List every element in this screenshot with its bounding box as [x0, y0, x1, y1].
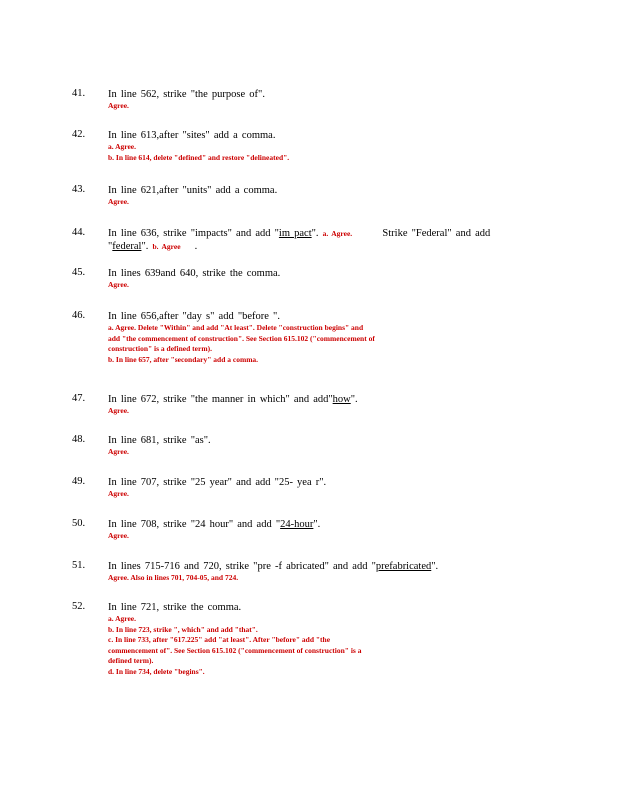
- item-text: In line 613,after "sites" add a comma.: [108, 130, 276, 141]
- item-note: commencement of". See Section 615.102 ("commencement of construction" is a: [108, 645, 362, 655]
- item-note: b. In line 723, strike ", which" and add "that".: [108, 624, 258, 634]
- item-note: Agree.: [108, 280, 129, 289]
- text-segment: In line 636, strike "impacts" and add ": [108, 228, 279, 239]
- item-note: Agree. Also in lines 701, 704-05, and 724.: [108, 573, 239, 582]
- item-text: In line 656,after "day s" add "before ".: [108, 311, 280, 322]
- item-text: In lines 639and 640, strike the comma.: [108, 268, 281, 279]
- item-note: b. In line 657, after "secondary" add a comma.: [108, 354, 259, 364]
- text-segment: ".: [311, 228, 319, 239]
- item-text-line-2: [108, 240, 548, 253]
- text-segment: ".: [141, 241, 149, 252]
- item-number: 47.: [72, 393, 86, 404]
- item-text: In line 562, strike "the purpose of".: [108, 89, 265, 100]
- item-note: Agree.: [108, 447, 129, 456]
- item-number: 50.: [72, 518, 86, 529]
- item-note: d. In line 734, delete "begins".: [108, 666, 205, 676]
- item-number: 43.: [72, 184, 86, 195]
- item-text-line-1: [108, 227, 548, 240]
- item-text: In line 707, strike "25 year" and add "25- yea r".: [108, 477, 327, 488]
- item-note: a. Agree.: [322, 229, 353, 238]
- item-note: a. Agree. Delete "Within" and add "At least". Delete "construction begins" and: [108, 323, 364, 332]
- text-segment: Strike "Federal" and add: [382, 228, 491, 239]
- underlined-insertion: prefabricated: [375, 561, 432, 572]
- item-note: b. In line 614, delete "defined" and restore "delineated".: [108, 152, 290, 162]
- item-number: 49.: [72, 476, 86, 487]
- item-note: defined term).: [108, 656, 154, 665]
- text-segment: ".: [350, 394, 358, 405]
- item-note: a. Agree.: [108, 142, 136, 151]
- text-segment: ": [108, 241, 113, 252]
- item-text: [108, 518, 548, 531]
- item-text: In line 621,after "units" add a comma.: [108, 185, 278, 196]
- item-number: 42.: [72, 129, 86, 140]
- item-number: 51.: [72, 560, 86, 571]
- item-number: 45.: [72, 267, 86, 278]
- text-segment: In line 708, strike "24 hour" and add ": [108, 519, 281, 530]
- item-text: In line 681, strike "as".: [108, 435, 211, 446]
- underlined-insertion: 24-hour: [280, 519, 314, 530]
- item-text: [108, 393, 548, 406]
- item-number: 46.: [72, 310, 86, 321]
- item-note: a. Agree.: [108, 614, 136, 623]
- item-note: construction" is a defined term).: [108, 344, 212, 353]
- item-note: Agree.: [108, 489, 129, 498]
- item-number: 48.: [72, 434, 86, 445]
- item-note: c. In line 733, after "617.225" add "at least". After "before" add "the: [108, 635, 331, 644]
- underlined-insertion: federal: [112, 241, 142, 252]
- text-segment: In lines 715-716 and 720, strike "pre -f abricated" and add ": [108, 561, 376, 572]
- item-number: 52.: [72, 601, 86, 612]
- item-note: b. Agree: [152, 242, 181, 251]
- text-segment: In line 672, strike "the manner in which" and add": [108, 394, 333, 405]
- text-segment: ".: [431, 561, 439, 572]
- item-note: Agree.: [108, 197, 129, 206]
- text-segment: .: [194, 241, 198, 252]
- item-note: Agree.: [108, 531, 129, 540]
- item-text: In line 721, strike the comma.: [108, 602, 242, 613]
- text-segment: ".: [313, 519, 321, 530]
- item-number: 41.: [72, 88, 86, 99]
- item-note: Agree.: [108, 101, 129, 110]
- item-text: [108, 560, 548, 573]
- item-note: add "the commencement of construction". See Section 615.102 ("commencement of: [108, 333, 375, 343]
- underlined-insertion: how: [332, 394, 351, 405]
- underlined-insertion: im pact: [278, 228, 312, 239]
- item-number: 44.: [72, 227, 86, 238]
- item-note: Agree.: [108, 406, 129, 415]
